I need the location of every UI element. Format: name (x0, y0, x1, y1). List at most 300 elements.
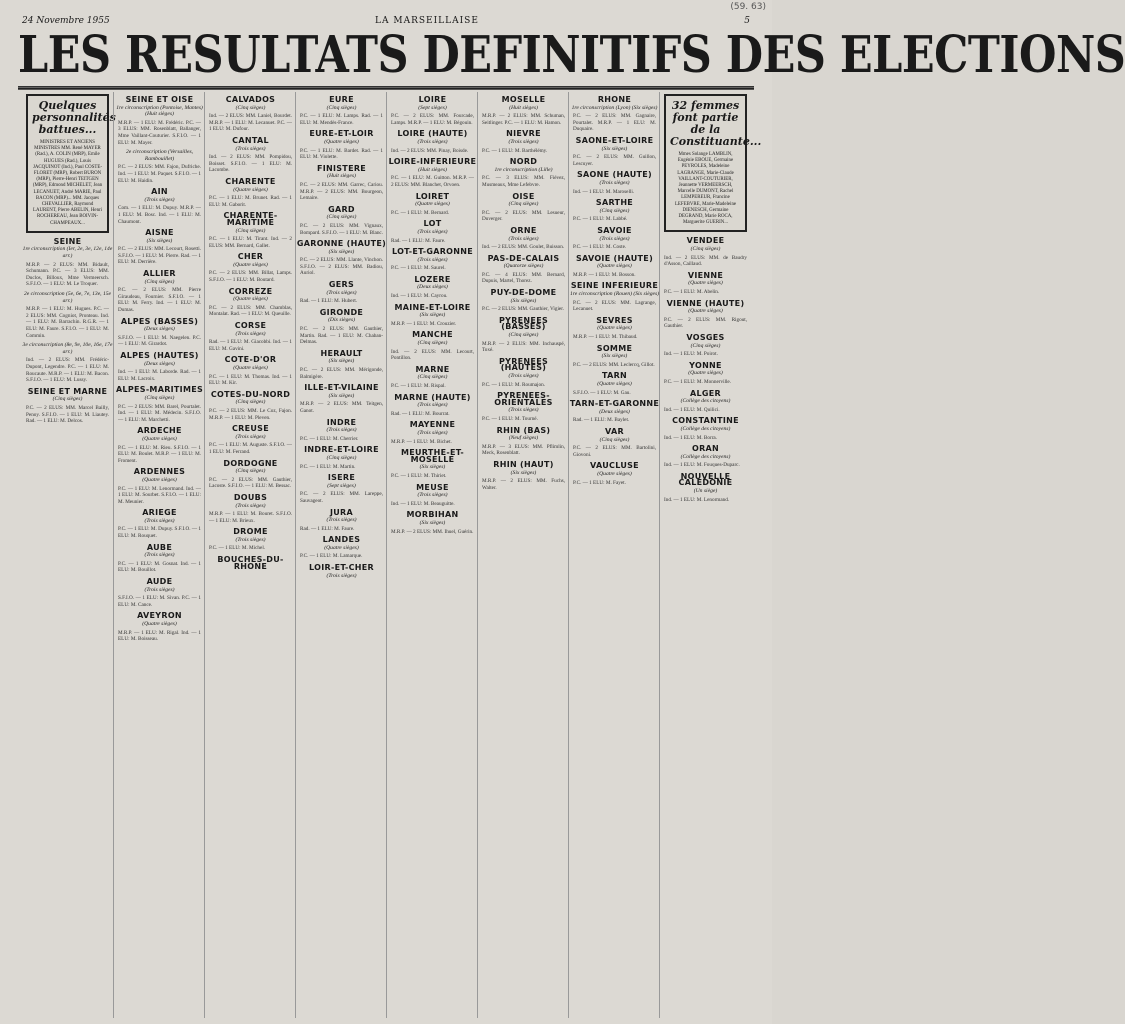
department-heading: INDRE-ET-LOIRE (304, 445, 379, 455)
election-results-text: M.R.P. — 1 ELU: M. Thibaud. (573, 334, 638, 341)
election-results-text: P.C. — 1 ELU: M. Abelin. (664, 289, 720, 295)
election-results-text: M.R.P. — 2 ELUS: MM. Schuman, Seitlinger. P.C. — 1 ELU: M. Hamon. (482, 113, 565, 126)
seat-count: (Quatre sièges) (597, 263, 632, 270)
department-heading: ALLIER (143, 269, 176, 279)
department-heading: VIENNE (HAUTE) (666, 298, 745, 308)
issue-date: 24 Novembre 1955 (22, 16, 110, 26)
seat-count: (Deux sièges) (599, 408, 630, 415)
department-heading: OISE (512, 191, 535, 201)
department-heading: COTES-DU-NORD (210, 389, 291, 399)
seat-count: (Cinq sièges) (690, 342, 721, 349)
election-results-text: M.R.P. — 1 ELU: M. Rigal. Ind. — 1 ELU: M. Boisseau. (118, 629, 201, 643)
department-heading: PYRENEES (HAUTES) (498, 356, 549, 373)
seat-count: 1re circonscription (Ier, 2e, 3e, 12e, 14e arr.) (22, 246, 113, 260)
seat-count: (Un siège) (693, 488, 718, 495)
seat-count: (Trois sièges) (599, 179, 630, 186)
column-1 (22, 92, 116, 1018)
department-heading: ARDECHE (137, 426, 182, 436)
department-heading: LOIR-ET-CHER (309, 563, 374, 573)
seat-count: (Quatre sièges) (142, 476, 177, 483)
department-heading: TARN-ET-GARONNE (569, 399, 660, 409)
election-results-text: P.C. — 1 ELU: M. Fayet. (573, 479, 626, 486)
department-heading: GIRONDE (319, 307, 364, 317)
election-results-text: P.C. — 2 ELUS: MM. Fourcade, Lamps. M.R.P. — 1 ELU: M. Bégouin. (391, 113, 474, 126)
seat-count: (Cinq sièges) (144, 394, 175, 401)
seat-count: (Trois sièges) (508, 407, 539, 414)
seat-count: (Cinq sièges) (326, 214, 357, 221)
seat-count: (Huit sièges) (418, 166, 447, 173)
election-results-text: M.R.P. — 1 ELU: M. Bouret. S.F.I.O. — 1 ELU: M. Brieux. (209, 511, 292, 524)
seat-count: (Cinq sièges) (235, 104, 266, 111)
election-results-text: Ind. — 2 ELUS: MM. Frédéric-Dupont, Legendre. P.C. — 1 ELU: M. Roucaute. M.R.P. — 1 ELU: M. Bacon. S.F.I.O. — 1 ELU: M. Lussy. (26, 357, 109, 384)
election-results-text: P.C. — 1 ELU: M. Coste. (573, 244, 627, 251)
department-heading: GARD (328, 204, 355, 214)
election-results-text: Ind. — 1 ELU: M. Beauguitte. (391, 500, 455, 507)
election-results-text: Ind. — 1 ELU: M. Cayrou. (391, 293, 448, 300)
election-results-text: P.C. — 1 ELU: M. Auguste. S.F.I.O. — 1 ELU: M. Ferrand. (209, 442, 292, 455)
department-heading: LANDES (322, 535, 361, 545)
department-heading: SEINE ET OISE (125, 95, 194, 104)
seat-count: (Trois sièges) (417, 492, 448, 499)
election-results-text: P.C. — 1 ELU: M. Barthélémy. (482, 147, 548, 154)
seat-count: (Quatre sièges) (233, 261, 268, 268)
department-heading: CHARENTE (225, 176, 276, 186)
department-heading: EURE-ET-LOIR (309, 129, 374, 139)
election-results-text: P.C. — 2 ELUS: MM. Le Coz, Fajon. M.R.P. — 1 ELU: M. Pleven. (209, 407, 292, 421)
department-heading: COTE-D'OR (224, 355, 277, 365)
election-results-text: S.F.I.O. — 1 ELU: M. Gau. (573, 389, 631, 396)
seat-count: (Cinq sièges) (235, 227, 266, 234)
department-heading: ALGER (690, 388, 721, 398)
seat-count: (Dix sièges) (328, 317, 355, 324)
seat-count: (Quatre sièges) (233, 365, 268, 371)
department-heading: MAINE-ET-LOIRE (394, 302, 471, 312)
personalities-box-title: Quelques personnalités battues... (32, 99, 116, 136)
column-4 (295, 92, 387, 1018)
women-box-body: Mmes Solange LAMBLIN, Eugénie EBOUE, Germaine PEYROLES, Madeleine LAGRANGE, Marie-Claude VAILLANT-COUTURIER, Jeannette VERMEERSCH, Marcelle DUMONT, Rachel LEMPEREUR, Francine LEFEBVRE, Marie-Madeleine DIENESCH, Germaine DEGRAND, Marie ROCA, Marguerite GUERIN... (674, 152, 737, 226)
department-heading: ARIEGE (142, 508, 177, 518)
seat-count: (Deux sièges) (144, 326, 175, 333)
rule (18, 86, 754, 87)
seat-count: (Cinq sièges) (417, 374, 448, 381)
election-results-text: P.C. — 1 ELU: M. Thomas. Ind. — 1 ELU: M. Kir. (209, 373, 292, 387)
seat-count: (Cinq sièges) (52, 396, 83, 403)
department-heading: MEUSE (416, 482, 449, 492)
seat-count: (Quatre sièges) (688, 308, 723, 315)
seat-count: (Trois sièges) (417, 138, 448, 145)
seat-count: (Six sièges) (419, 519, 446, 526)
department-heading: VOSGES (686, 332, 725, 342)
seat-count: (Trois sièges) (326, 289, 357, 296)
department-heading: GARONNE (HAUTE) (296, 239, 387, 249)
seat-count: (Six sièges) (601, 353, 628, 360)
department-heading: LOT-ET-GARONNE (391, 247, 474, 257)
department-heading: JURA (329, 507, 354, 517)
department-heading: ORNE (510, 225, 537, 235)
election-results-text: P.C. — 1 ELU: M. Roumajon. (482, 381, 545, 388)
seat-count: (Trois sièges) (235, 330, 266, 337)
election-results-text: P.C. — 2 ELUS: MM. Bartolini, Giovoni. (573, 445, 656, 458)
election-results-text: P.C. — 2 ELUS: MM. Chamblas, Montalat. Rad. — 1 ELU: M. Queuille. (209, 304, 292, 318)
election-results-text: Com. — 1 ELU: M. Dupuy. M.R.P. — 1 ELU: M. Bosc. Ind. — 1 ELU: M. Chaumont. (118, 205, 201, 225)
department-heading: VENDEE (686, 236, 725, 246)
seat-count: (Six sièges) (328, 248, 355, 255)
seat-count: (Trois sièges) (144, 586, 175, 593)
election-results-text: P.C. — 2 ELUS: MM. Vignaux, Bompard. S.F.I.O. — 1 ELU: M. Blanc. (300, 222, 384, 236)
election-results-text: P.C. — 1 ELU: M. Dupuy. S.F.I.O. — 1 ELU: M. Rouquet. (118, 526, 201, 540)
department-heading: RHIN (BAS) (496, 425, 551, 435)
department-heading: EURE (329, 95, 354, 104)
women-box-title: 32 femmes font partie de la Constituante... (670, 99, 762, 148)
department-heading: SEINE (53, 236, 82, 246)
department-heading: CHER (237, 252, 264, 262)
election-results-text: M.R.P. — 2 ELUS: MM. Inchauspé, Toxé. (482, 340, 565, 354)
election-results-text: P.C. — 1 ELU: M. Saurel. (391, 265, 446, 272)
election-results-text: Ind. — 1 ELU: M. Fouques-Duparc. (664, 462, 740, 469)
department-heading: DOUBS (233, 492, 268, 502)
seat-count: (Cinq sièges) (690, 246, 721, 253)
seat-count: (Collège des citoyens) (680, 398, 731, 405)
election-results-text: Rad. — 1 ELU: M. Faure. (391, 237, 446, 244)
election-results-text: M.R.P. — 2 ELUS: MM. Teitgen, Ganot. (300, 401, 383, 414)
department-heading: PUY-DE-DOME (490, 288, 557, 298)
election-results-text: P.C. — 4 ELUS: MM. Bernard, Dupuis, Martel, Thorez. (482, 271, 565, 285)
election-results-text: P.C. — 2 ELUS: MM. Guillon, Lescuyer. (573, 154, 656, 167)
department-heading: VAUCLUSE (590, 461, 639, 471)
seat-count: (Trois sièges) (417, 402, 448, 409)
women-box (664, 94, 762, 232)
seat-count: (Six sièges) (510, 297, 537, 304)
department-heading: MEURTHE-ET-MOSELLE (400, 448, 465, 464)
election-results-text: Ind. — 1 ELU: M. Laborde. Rad. — 1 ELU: M. Lacroix. (118, 369, 201, 382)
election-results-text: P.C. — 1 ELU: M. Thiriet. (391, 472, 447, 479)
seat-count: (Deux sièges) (144, 360, 175, 367)
election-results-text: P.C. — 2 ELUS: MM. Fajon, Dufriche. Ind. — 1 ELU: M. Paquet. S.F.I.O. — 1 ELU: M. Haidin. (118, 164, 202, 184)
seat-count: (Trois sièges) (326, 572, 357, 579)
election-results-text: P.C. — 2 ELUS: MM. Lesueur, Duverger. (482, 209, 565, 223)
election-results-text: P.C. — 2 ELUS: MM. Gagnaire, Pourtalet. M.R.P. — 1 ELU: M. Duquaire. (573, 113, 656, 133)
seat-count: (Trois sièges) (235, 145, 266, 152)
election-results-text: P.C. — 1 ELU: M. Lamarque. (300, 553, 363, 560)
department-heading: SEINE ET MARNE (27, 386, 108, 396)
election-results-text: Ind. — 2 ELUS: MM. Lecourt, Pontillon. (391, 348, 474, 362)
seat-count: (Sept sièges) (418, 104, 447, 111)
seat-count: 3e circonscription (8e, 9e, 10e, 16e, 17e arr.) (22, 342, 113, 355)
election-results-text: M.R.P. — 2 ELUS: MM. Fuchs, Walter. (482, 478, 565, 491)
seat-count: (Trois sièges) (417, 429, 448, 436)
seat-count: (Cinq sièges) (417, 340, 448, 347)
seat-count: (Six sièges) (328, 358, 355, 365)
seat-count: (Cinq sièges) (508, 201, 539, 208)
election-results-text: P.C. — 1 ELU: M. Cherrier. (300, 435, 359, 442)
department-heading: SEINE INFERIEURE (570, 281, 659, 291)
column-6 (477, 92, 569, 1018)
seat-count: (Six sièges) (419, 312, 446, 319)
seat-count: (Trois sièges) (417, 256, 448, 263)
seat-count: (Trois sièges) (326, 427, 357, 434)
column-7 (568, 92, 660, 1018)
department-heading: SAONE (HAUTE) (577, 170, 652, 180)
election-results-text: P.C. — 2 ELUS: MM. Barel, Pourtalet. Ind. — 1 ELU: M. Médecin. S.F.I.O. — 1 ELU: M. Marchetti. (118, 403, 201, 423)
department-heading: SOMME (596, 343, 633, 353)
seat-count: (Six sièges) (601, 145, 628, 152)
department-heading: CORREZE (228, 286, 273, 296)
seat-count: (Cinq sièges) (235, 399, 266, 406)
election-results-text: M.R.P. — 2 ELUS: MM. Ihuel, Guérin. (391, 528, 474, 535)
seat-count: (Cinq sièges) (144, 278, 175, 285)
department-heading: RHIN (HAUT) (493, 459, 554, 469)
seat-count: (Quatre sièges) (324, 544, 359, 551)
election-results-text: P.C. — 2 ELUS: MM. Billat, Lamps. S.F.I.O. — 1 ELU: M. Boutard. (209, 270, 292, 284)
seat-count: (Cinq sièges) (508, 332, 539, 339)
seat-count: (Quatre sièges) (688, 370, 723, 377)
election-results-text: Ind. — 1 ELU: M. Maroselli. (573, 188, 635, 195)
election-results-text: Rad. — 1 ELU: M. Faure. (300, 525, 355, 532)
department-heading: ISERE (327, 473, 356, 483)
election-results-text: Ind. — 2 ELUS: MM. de Baudry d'Asson, Caillaud. (664, 254, 747, 268)
election-results-text: P.C. — 2 ELUS: MM. Lareppe, Sauvageot. (300, 491, 383, 504)
department-heading: FINISTERE (316, 163, 367, 173)
department-heading: VIENNE (687, 270, 724, 280)
election-results-text: P.C. — 2 ELUS: MM. Garrec, Cariou. M.R.P. — 2 ELUS: MM. Bourgeon, Lemaire. (300, 181, 383, 202)
seat-count: (Quatre sièges) (142, 435, 177, 442)
department-heading: MORBIHAN (406, 510, 459, 520)
archive-stamp: (59. 63) (730, 2, 766, 12)
seat-count: (Cinq sièges) (599, 436, 630, 443)
seat-count: (Cinq sièges) (326, 454, 357, 461)
election-results-text: Ind. — 1 ELU: M. Poirot. (664, 351, 718, 358)
seat-count: 1re circonscription (Pontoise, Mantes) (Huit sièges) (116, 104, 203, 118)
department-heading: MARNE (415, 364, 450, 374)
department-heading: ILLE-ET-VILAINE (304, 383, 379, 393)
department-heading: LOIRE (418, 95, 447, 104)
seat-count: (Six sièges) (510, 469, 537, 476)
department-heading: INDRE (326, 417, 357, 427)
seat-count: (Huit sièges) (327, 173, 356, 180)
election-results-text: M.R.P. — 2 ELUS: MM. Bidault, Schumann. P.C. — 3 ELUS: MM. Duclos, Billoux, Mme Vermeersch. S.F.I.O. — 1 ELU: M. Le Troquer. (26, 261, 109, 288)
department-heading: CREUSE (231, 424, 270, 434)
seat-count: (Cinq sièges) (326, 104, 357, 111)
election-results-text: P.C. — 2 ELUS: MM. Mérigonde, Balmigère. (300, 367, 383, 380)
seat-count: (Quatre sièges) (597, 325, 632, 332)
seat-count: (Deux sièges) (417, 284, 448, 291)
department-heading: ALPES-MARITIMES (115, 385, 204, 395)
seat-count: (Cinq sièges) (235, 468, 266, 475)
election-results-text: S.F.I.O. — 1 ELU: M. Sivan. P.C. — 1 ELU: M. Cance. (118, 595, 201, 608)
seat-count: (Trois sièges) (508, 373, 539, 379)
election-results-text: P.C. — 1 ELU: M. Guitton. M.R.P. — 2 ELUS: MM. Blanchet, Orvoen. (391, 175, 474, 188)
department-heading: ARDENNES (133, 467, 186, 477)
department-heading: BOUCHES-DU-RHONE (217, 555, 284, 571)
election-results-text: P.C. — 1 ELU: M. Rispal. (391, 383, 446, 389)
election-results-text: P.C. — 1 ELU: M. Monnerville. (664, 378, 732, 385)
election-results-text: Ind. — 1 ELU: M. Borra. (664, 434, 718, 441)
department-heading: HERAULT (320, 348, 363, 358)
column-8 (659, 92, 762, 1018)
column-5 (386, 92, 478, 1018)
department-heading: LOIRET (415, 191, 450, 201)
seat-count: (Trois sièges) (417, 228, 448, 235)
seat-count: (Trois sièges) (599, 235, 630, 242)
election-results-text: M.R.P. — 1 ELU: M. Bosson. (573, 271, 636, 278)
column-3 (204, 92, 296, 1018)
department-heading: AVEYRON (137, 611, 182, 621)
personalities-box-body: MINISTRES ET ANCIENS MINISTRES MM. René MAYER (Rad.), A. COLIN (MRP), Emile HUGUES (Rad.), Louis JACQUINOT (Ind.), Paul COSTE-FLORET (MRP), Robert BURON (MRP), Pierre-Henri TEITGEN (MRP), Edmond MICHELET, Jean LECANUET, André MARIE, Paul BACON (MRP)... MM. Jacques CHEVALLIER, Raymond LAURENT, Pierre ABELIN, Henri ROCHEREAU, Jean BOIVIN-CHAMPEAUX... (32, 140, 103, 226)
department-heading: ALPES (HAUTES) (120, 351, 199, 360)
election-results-text: Ind. — 2 ELUS: MM. Goulet, Buisson. (482, 244, 565, 251)
department-heading: RHONE (597, 95, 632, 104)
election-results-text: P.C. — 3 ELUS: MM. Fiévez, Musmeaux, Mme Lefebvre. (482, 175, 565, 188)
seat-count: (Trois sièges) (235, 502, 266, 509)
seat-count: (Six sièges) (328, 392, 355, 399)
seat-count: 1re circonscription (Lille) (494, 166, 553, 173)
department-heading: CANTAL (232, 135, 269, 145)
seat-count: (Quatre sièges) (597, 381, 632, 387)
seat-count: (Quatre sièges) (142, 621, 177, 627)
election-results-text: P.C. — 1 ELU: M. Gosnat. Ind. — 1 ELU: M. Bouillot. (118, 560, 201, 574)
election-results-text: P.C. — 1 ELU: M. Michel. (209, 545, 266, 552)
department-heading: SAVOIE (HAUTE) (575, 253, 654, 263)
department-heading: ORAN (691, 444, 720, 454)
department-heading: NIEVRE (506, 129, 541, 139)
seat-count: (Neuf sièges) (508, 435, 539, 442)
seat-count: (Quatre sièges) (324, 138, 359, 145)
department-heading: PYRENEES-ORIENTALES (494, 391, 553, 407)
department-heading: LOT (423, 219, 442, 229)
seat-count: 1re circonscription (Lyon) (Six sièges) (571, 104, 658, 111)
election-results-text: P.C. — 1 ELU: M. Bernard. (391, 209, 450, 216)
department-heading: ALPES (BASSES) (120, 316, 199, 326)
department-heading: AUBE (146, 542, 173, 552)
department-heading: CHARENTE-MARITIME (223, 211, 278, 227)
seat-count: 2e circonscription (5e, 6e, 7e, 13e, 15e arr.) (23, 291, 112, 304)
seat-count: 2e circonscription (Versailles, Rambouillet) (125, 149, 194, 162)
seat-count: 1re circonscription (Rouen) (Six sièges) (569, 291, 660, 298)
election-results-text: P.C. — 2 ELUS: MM. Rigout, Gauthier. (664, 316, 747, 330)
seat-count: (Cinq sièges) (599, 207, 630, 214)
department-heading: AUDE (146, 577, 173, 587)
department-heading: PYRENEES (BASSES) (498, 315, 549, 332)
election-results-text: Ind. — 1 ELU: M. Quilici. (664, 406, 720, 413)
department-heading: MANCHE (412, 330, 453, 340)
department-heading: MARNE (HAUTE) (394, 392, 471, 402)
department-heading: SEVRES (596, 315, 633, 325)
seat-count: (Quatre sièges) (233, 186, 268, 193)
department-heading: DORDOGNE (223, 458, 278, 468)
department-heading: DROME (233, 527, 268, 537)
election-results-text: P.C. — 2 ELUS: MM. Gauthier, Martin. Rad. — 1 ELU: M. Chaban-Delmas. (300, 326, 383, 346)
election-results-text: P.C. — 2 ELUS: MM. Leclercq, Gillot. (573, 361, 655, 368)
department-heading: LOIRE (HAUTE) (397, 129, 468, 139)
election-results-text: P.C. — 2 ELUS: MM. Lecourt, Rosetti. S.F.I.O. — 1 ELU: M. Pierre. Rad. — 1 ELU: M. Derrière. (118, 246, 201, 266)
seat-count: (Six sièges) (146, 237, 173, 244)
department-heading: GERS (328, 280, 355, 290)
department-heading: MOSELLE (501, 95, 546, 104)
seat-count: (Trois sièges) (144, 196, 175, 203)
department-heading: SARTHE (595, 198, 634, 208)
seat-count: (Quatre sièges) (597, 470, 632, 477)
department-heading: CONSTANTINE (672, 416, 739, 426)
department-heading: LOZERE (414, 274, 451, 284)
seat-count: (Trois sièges) (144, 552, 175, 559)
department-heading: NOUVELLE CALEDONIE (678, 471, 733, 488)
election-results-text: Rad. — 1 ELU: M. Baylet. (573, 417, 630, 424)
election-results-text: S.F.I.O. — 1 ELU: M. Naegelen. P.C. — 1 ELU: M. Girardot. (118, 334, 201, 348)
election-results-text: Ind. — 2 ELUS: MM. Pinay, Boisde. (391, 147, 469, 154)
election-results-text: Rad. — 1 ELU: M. Giacobbi. Ind. — 1 ELU: M. Gavini. (209, 339, 292, 352)
personalities-box (26, 94, 116, 233)
election-results-text: P.C. — 1 ELU: M. Tirant. Ind. — 2 ELUS: MM. Bernard, Gallet. (209, 236, 292, 249)
department-heading: CORSE (234, 321, 267, 331)
election-results-text: M.R.P. — 1 ELU: M. Frédéric. P.C. — 3 ELUS: MM. Rosenblatt, Ballanger, Mme Vaillant-Couturier. S.F.I.O. — 1 ELU: M. Mayer. (118, 119, 201, 146)
department-heading: LOIRE-INFERIEURE (388, 157, 477, 167)
department-heading: VAR (605, 426, 624, 436)
department-heading: SAVOIE (597, 225, 632, 235)
department-heading: NORD (509, 157, 538, 167)
seat-count: (Collège des citoyens) (680, 453, 731, 460)
election-results-text: M.R.P. — 1 ELU: M. Hugues. P.C. — 2 ELUS: MM. Cogniot, Pronteau. Ind. — 1 ELU: M. Barrachin. R.G.R. — 1 ELU: M. Faure. S.F.I.O. — 1 ELU: M. Commin. (26, 306, 109, 339)
seat-count: (Trois sièges) (326, 517, 357, 524)
election-results-text: P.C. — 2 ELUS: MM. Marcel Bailly, Penoy. S.F.I.O. — 1 ELU: M. Liautey. Rad. — 1 ELU: M. Delcos. (26, 404, 109, 425)
election-results-text: P.C. — 2 ELUS: MM. Gauthier, Vigier. (482, 306, 564, 313)
seat-count: (Six sièges) (419, 464, 446, 471)
election-results-text: P.C. — 1 ELU: M. Bardet. Rad. — 1 ELU: M. Violette. (300, 147, 383, 161)
election-results-text: P.C. — 1 ELU: M. Brunet. Rad. — 1 ELU: M. Gaborit. (209, 195, 292, 208)
seat-count: (Trois sièges) (235, 433, 266, 440)
seat-count: (Quatre sièges) (233, 296, 268, 303)
newspaper-name: LA MARSEILLAISE (375, 16, 479, 26)
election-results-text: P.C. — 1 ELU: M. Rieu. S.F.I.O. — 1 ELU: M. Boulet. M.R.P. — 1 ELU: M. Froment. (118, 444, 201, 464)
seat-count: (Huit sièges) (509, 104, 538, 111)
seat-count: (Trois sièges) (235, 536, 266, 543)
department-heading: YONNE (689, 360, 722, 370)
election-results-text: P.C. — 2 ELUS: MM. Gauthier, Lacoste. S.F.I.O. — 1 ELU: M. Bessac. (209, 476, 292, 490)
seat-count: (Trois sièges) (508, 138, 539, 145)
election-results-text: P.C. — 1 ELU: M. Martin. (300, 463, 356, 470)
election-results-text: Rad. — 1 ELU: M. Bourrat. (391, 410, 450, 417)
seat-count: (Trois sièges) (508, 235, 539, 242)
seat-count: (Collège des citoyens) (680, 425, 731, 432)
seat-count: (Trois sièges) (144, 517, 175, 524)
department-heading: MAYENNE (409, 420, 456, 430)
department-heading: SAONE-ET-LOIRE (575, 135, 654, 145)
election-results-text: Ind. — 2 ELUS: MM. Pompidou, Boisset. S.F.I.O. — 1 ELU: M. Lacombe. (209, 154, 292, 174)
department-heading: AIN (151, 187, 168, 197)
election-results-text: M.R.P. — 3 ELUS: MM. Pflimlin, Meck, Rosenblatt. (482, 443, 565, 457)
election-results-text: P.C. — 1 ELU: M. Labbé. (573, 216, 628, 223)
seat-count: (Sept sièges) (327, 482, 356, 489)
election-results-text: P.C. — 1 ELU: M. Lenormand. Ind. — 1 ELU: M. Sourbet. S.F.I.O. — 1 ELU: M. Meunier. (118, 485, 201, 505)
department-heading: AISNE (145, 228, 174, 238)
department-heading: TARN (601, 371, 628, 381)
election-results-text: Ind. — 2 ELUS: MM. Laniel, Bourdet. M.R.P. — 1 ELU: M. Lecanuet. P.C. — 1 ELU: M. Dufour. (209, 113, 292, 133)
seat-count: (Quatre sièges) (415, 201, 450, 208)
election-results-text: P.C. — 2 ELUS: MM. Lagrange, Lecanuet. (573, 299, 656, 313)
headline: LES RESULTATS DEFINITIFS DES ELECTIONS (18, 26, 754, 90)
department-heading: CALVADOS (225, 95, 276, 104)
page-number: 5 (744, 16, 750, 26)
election-results-text: Ind. — 1 ELU: M. Lenormand. (664, 496, 730, 503)
election-results-text: P.C. — 2 ELUS: MM. Pierre Giraudeau, Fournier. S.F.I.O. — 1 ELU: M. Ferry. Ind. — 1 ELU: M. Dumas. (118, 287, 201, 314)
election-results-text: P.C. — 1 ELU: M. Tourné. (482, 415, 538, 422)
election-results-text: P.C. — 2 ELUS: MM. Llante, Vinchon. S.F.I.O. — 2 ELUS: MM. Badiou, Auriol. (300, 257, 383, 277)
seat-count: (Quatre sièges) (688, 280, 723, 287)
seat-count: (Quatorze sièges) (503, 263, 544, 270)
election-results-text: M.R.P. — 1 ELU: M. Bichet. (391, 438, 452, 445)
department-heading: PAS-DE-CALAIS (487, 253, 560, 263)
election-results-text: Rad. — 1 ELU: M. Hubert. (300, 298, 358, 305)
election-results-text: P.C. — 1 ELU: M. Lamps. Rad. — 1 ELU: M. Mendès-France. (300, 113, 383, 126)
